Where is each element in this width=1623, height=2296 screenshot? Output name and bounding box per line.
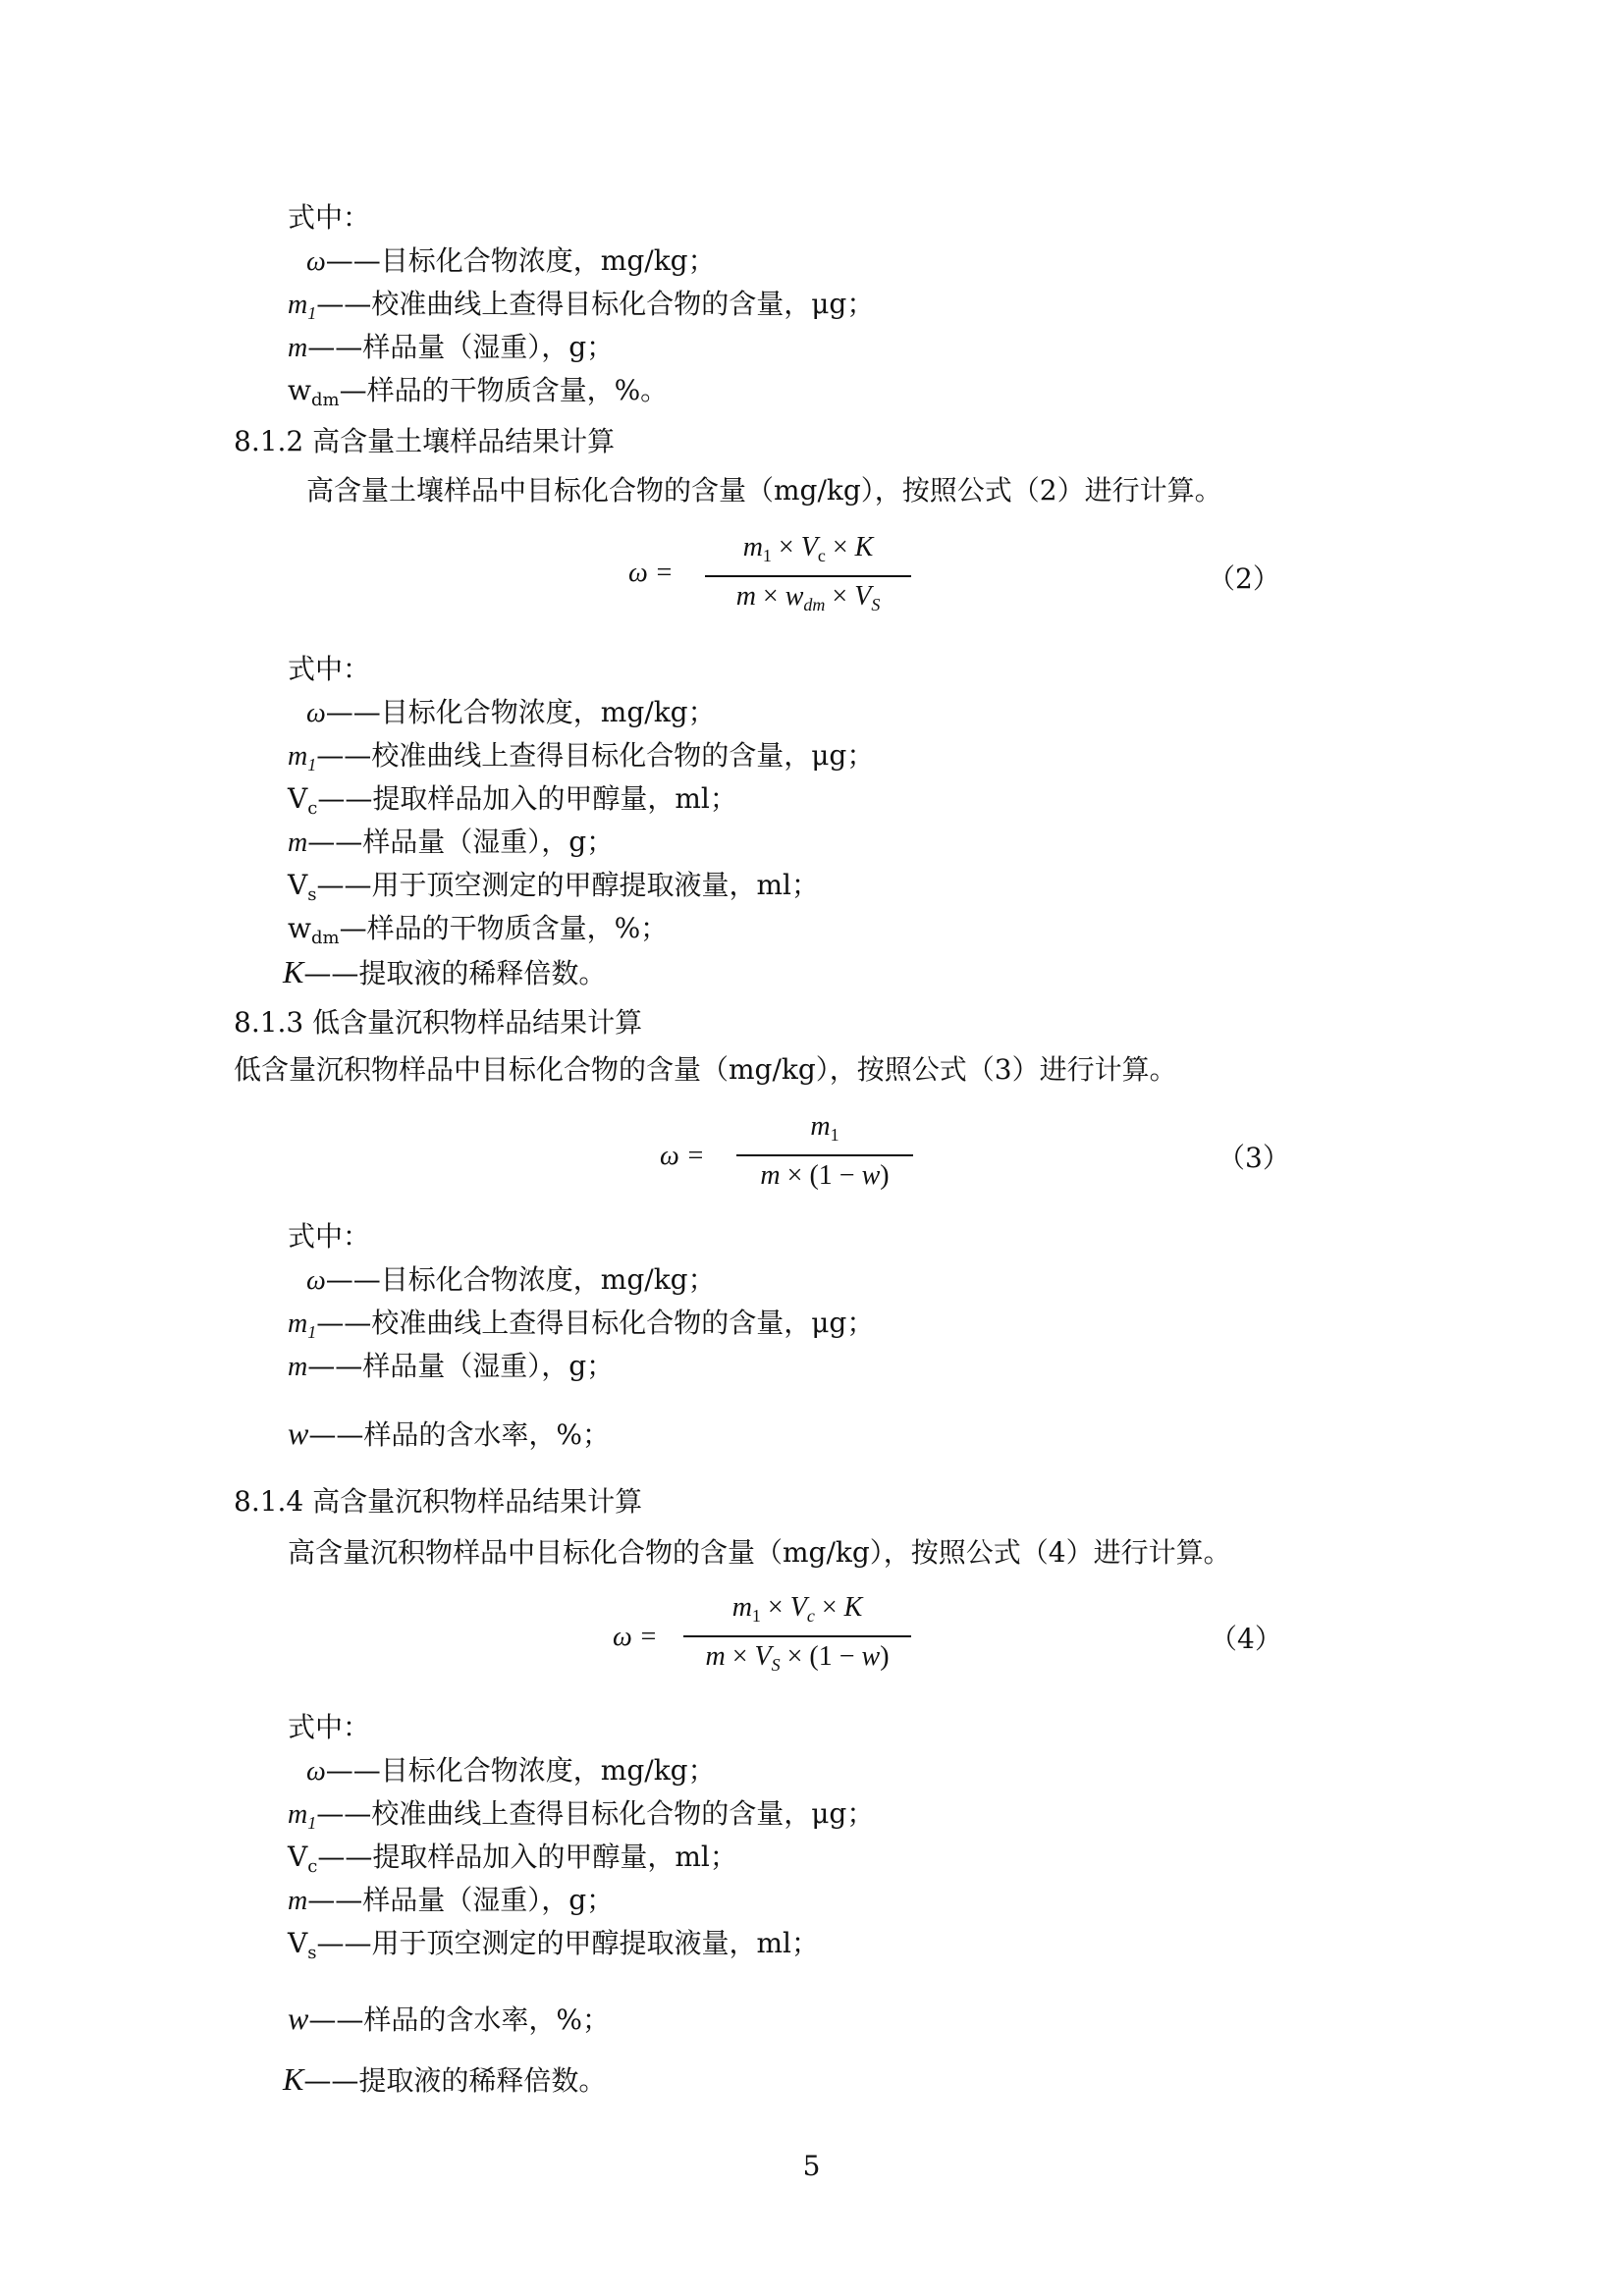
definition-line: $m_1——$校准曲线上查得目标化合物的含量，μg；: [288, 288, 875, 323]
definition-line: $w_{dm}—$样品的干物质含量，%。: [288, 374, 669, 410]
definition-line: ω——目标化合物浓度，mg/kg；: [306, 1754, 716, 1787]
numerator: $m_1$: [810, 1111, 839, 1145]
definition-line: $w_{dm}—$样品的干物质含量，%；: [288, 912, 669, 948]
numerator: $m_1 \times V_c \times K$: [731, 1592, 863, 1626]
formula-lhs: ω =: [613, 1622, 658, 1652]
section-paragraph: 低含量沉积物样品中目标化合物的含量（mg/kg），按照公式（3）进行计算。: [234, 1053, 1177, 1086]
symbol: m: [288, 333, 308, 363]
formula-fraction: [683, 1590, 911, 1682]
definition-line: ω——目标化合物浓度，mg/kg；: [306, 244, 716, 277]
section-heading-8-1-4: 8.1.4 高含量沉积物样品结果计算: [234, 1485, 643, 1518]
definition-line: $m_1——$校准曲线上查得目标化合物的含量，μg；: [288, 1797, 875, 1833]
definition-line: $V_s——$用于顶空测定的甲醇提取液量，ml；: [288, 869, 819, 905]
symbol: w: [288, 374, 311, 406]
definition-line: K——提取液的稀释倍数。: [283, 2061, 607, 2097]
definition-line: m——样品量（湿重），g；: [288, 1884, 615, 1916]
where-label: 式中：: [288, 1711, 371, 1743]
formula-fraction: [705, 530, 911, 622]
where-label: 式中：: [288, 1220, 371, 1253]
section-paragraph: 高含量沉积物样品中目标化合物的含量（mg/kg），按照公式（4）进行计算。: [288, 1536, 1231, 1569]
where-label: 式中：: [288, 653, 371, 685]
equation-number: （2）: [1208, 562, 1280, 595]
denominator: $m \times w_{dm} \times V_S$: [735, 581, 881, 614]
formula-lhs: ω =: [628, 558, 674, 588]
fraction-bar: [736, 1154, 913, 1156]
page-number: 5: [802, 2150, 821, 2182]
definition-line: $V_c——$提取样品加入的甲醇量，ml；: [288, 1841, 737, 1877]
section-heading-8-1-3: 8.1.3 低含量沉积物样品结果计算: [234, 1006, 643, 1039]
numerator: $m_1 \times V_c \times K$: [742, 532, 874, 565]
definition-line: w——样品的含水率，%；: [288, 1415, 610, 1451]
definition-line: m——样品量（湿重），g；: [288, 331, 615, 363]
definition-line: m——样品量（湿重），g；: [288, 826, 615, 858]
section-paragraph: 高含量土壤样品中目标化合物的含量（mg/kg），按照公式（2）进行计算。: [306, 474, 1222, 507]
formula-fraction: [736, 1109, 913, 1194]
denominator: $m \times V_S \times (1 - w)$: [705, 1641, 890, 1675]
equation-number: （3）: [1217, 1142, 1290, 1174]
definition-line: $m_1——$校准曲线上查得目标化合物的含量，μg；: [288, 739, 875, 774]
definition-line: $V_c——$提取样品加入的甲醇量，ml；: [288, 782, 737, 819]
definition-line: $V_s——$用于顶空测定的甲醇提取液量，ml；: [288, 1927, 819, 1963]
symbol: ω: [306, 246, 326, 277]
definition-line: K——提取液的稀释倍数。: [283, 954, 607, 989]
formula-lhs: ω =: [660, 1141, 705, 1171]
definition-line: ω——目标化合物浓度，mg/kg；: [306, 696, 716, 728]
symbol: m: [288, 290, 308, 320]
where-label: 式中：: [288, 201, 371, 234]
equation-number: （4）: [1210, 1623, 1282, 1655]
fraction-bar: [683, 1635, 911, 1637]
denominator: m × (1 − w): [760, 1160, 890, 1191]
definition-line: w——样品的含水率，%；: [288, 2001, 610, 2036]
fraction-bar: [705, 575, 911, 577]
section-heading-8-1-2: 8.1.2 高含量土壤样品结果计算: [234, 425, 616, 457]
definition-line: m——样品量（湿重），g；: [288, 1350, 615, 1382]
definition-line: ω——目标化合物浓度，mg/kg；: [306, 1263, 716, 1296]
definition-line: $m_1——$校准曲线上查得目标化合物的含量，μg；: [288, 1307, 875, 1342]
